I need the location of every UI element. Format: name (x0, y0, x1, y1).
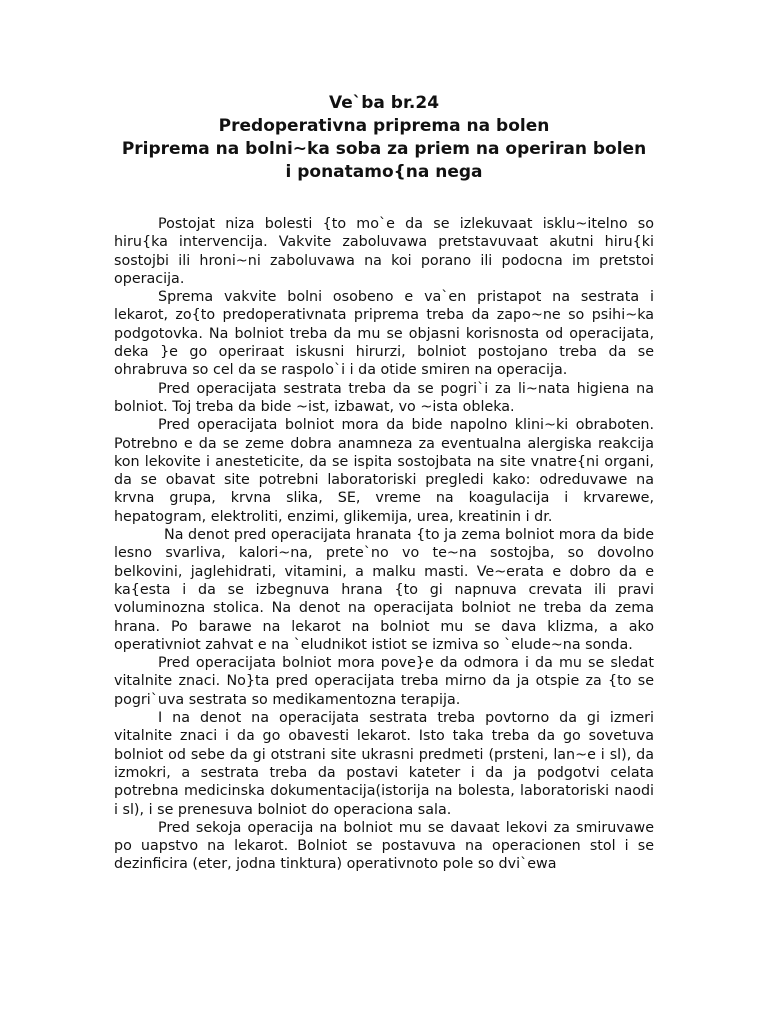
title-line-4: i ponatamo{na nega (285, 162, 483, 182)
exercise-number: Ve`ba br.24 (328, 93, 440, 113)
document-body (114, 215, 654, 874)
paragraph: Pred operacijata bolniot mora pove}e da odmora i da mu se sledat vitalnite znaci. No}ta pred operacijata treba mirno da ja otspie za {to se pogri`uva sestrata so medikamentozna terapija. (114, 655, 654, 708)
paragraph: Na denot pred operacijata hranata {to ja zema bolniot mora da bide lesno svarliva, kalori~na, prete`no vo te~na sostojba, so dovolno belkovini, jaglehidrati, vitamini, a malku masti. Ve~erata e dobro da e ka{esta i da se izbegnuva hrana {to gi napnuva crevata ili pravi voluminozna stolica. Na denot na operacijata bolniot ne treba da zema hrana. Po barawe na lekarot na bolniot mu se dava klizma, a ako operativniot zahvat e na `eludnikot istiot se izmiva so `elude~na sonda. (114, 527, 654, 653)
paragraph: I na denot na operacijata sestrata treba povtorno da gi izmeri vitalnite znaci i da go obavesti lekarot. Isto taka treba da go sovetuva bolniot od sebe da gi otstrani site ukrasni predmeti (prsteni, lan~e i sl), da izmokri, a sestrata treba da postavi kateter i da ja podgotvi celata potrebna medicinska dokumentacija(istorija na bolesta, laboratoriski naodi i sl), i se prenesuva bolniot do operaciona sala. (114, 710, 654, 818)
paragraph: Pred operacijata sestrata treba da se pogri`i za li~nata higiena na bolniot. Toj treba da bide ~ist, izbawat, vo ~ista obleka. (114, 380, 654, 415)
paragraph: Postojat niza bolesti {to mo`e da se izlekuvaat isklu~itelno so hiru{ka intervencija. Vakvite zaboluvawa pretstavuvaat akutni hiru{ki sostojbi ili hroni~ni zaboluvawa na koi porano ili podocna im pretstoi operacija. (114, 216, 654, 287)
title-line-3: Priprema na bolni~ka soba za priem na operiran bolen (121, 139, 647, 159)
paragraph: Pred sekoja operacija na bolniot mu se davaat lekovi za smiruvawe po uapstvo na lekarot. Bolniot se postavuva na operacionen stol i se dezinficira (eter, jodna tinktura) operativnoto pole so dvi`ewa (114, 819, 654, 873)
paragraph: Sprema vakvite bolni osobeno e va`en pristapot na sestrata i lekarot, zo{to predoperativnata priprema treba da zapo~ne so psihi~ka podgotovka. Na bolniot treba da mu se objasni korisnosta od operacijata, deka }e go operiraat iskusni hirurzi, bolniot postojano treba da se ohrabruva so cel da se raspolo`i i da otide smiren na operacija. (114, 289, 654, 379)
document-title (100, 92, 668, 184)
paragraph: Pred operacijata bolniot mora da bide napolno klini~ki obraboten. Potrebno e da se zeme dobra anamneza za eventualna alergiska reakcija kon lekovite i anesteticite, da se ispita sostojbata na site vnatre{ni organi, da se obavat site potrebni laboratoriski pregledi kako: odreduvawe na krvna grupa, krvna slika, SE, vreme na koagulacija i krvarewe, hepatogram, elektroliti, enzimi, glikemija, urea, kreatinin i dr. (114, 417, 654, 525)
title-line-2: Predoperativna priprema na bolen (218, 116, 550, 136)
